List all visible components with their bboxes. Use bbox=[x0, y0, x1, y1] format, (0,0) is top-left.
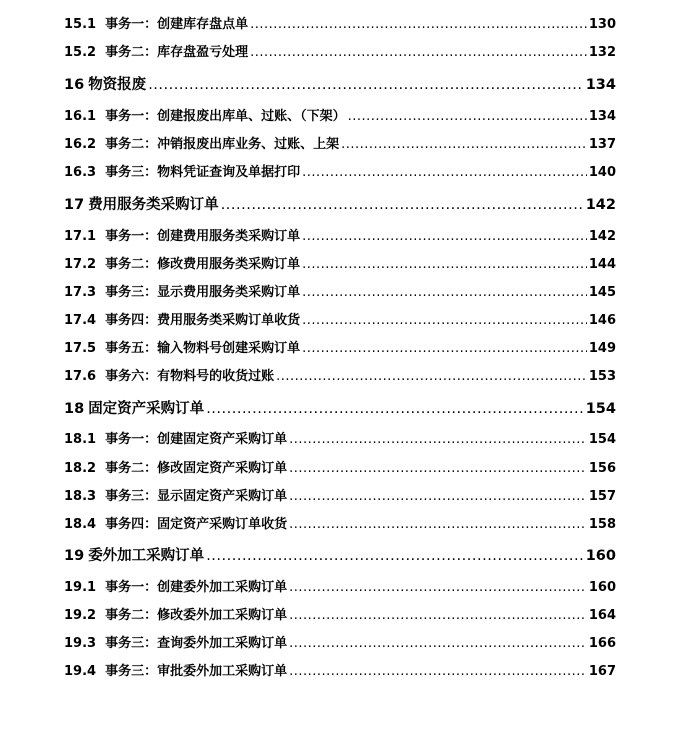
toc-number: 17.5 bbox=[64, 341, 97, 356]
toc-leader-dots bbox=[289, 636, 587, 651]
toc-title: 委外加工采购订单 bbox=[88, 548, 205, 564]
toc-leader-dots bbox=[250, 45, 587, 60]
toc-entry[interactable] bbox=[64, 41, 616, 63]
toc-number: 19 bbox=[64, 548, 85, 564]
toc-entry[interactable] bbox=[64, 13, 616, 35]
toc-number: 19.2 bbox=[64, 608, 97, 623]
toc-chapter-entry[interactable] bbox=[64, 397, 616, 419]
toc-title: 事务一：创建费用服务类采购订单 bbox=[105, 229, 301, 244]
toc-number: 18.1 bbox=[64, 432, 97, 447]
toc-title: 事务三：显示费用服务类采购订单 bbox=[105, 285, 301, 300]
toc-number: 18 bbox=[64, 401, 85, 417]
toc-entry[interactable] bbox=[64, 309, 616, 331]
toc-number: 16 bbox=[64, 77, 85, 93]
toc-number: 18.2 bbox=[64, 461, 97, 476]
toc-number: 17.1 bbox=[64, 229, 97, 244]
toc-chapter-entry[interactable] bbox=[64, 73, 616, 95]
toc-number: 17.2 bbox=[64, 257, 97, 272]
toc-page-number: 157 bbox=[588, 489, 616, 504]
toc-page-number: 164 bbox=[588, 608, 616, 623]
toc-page-number: 130 bbox=[588, 17, 616, 32]
toc-entry[interactable] bbox=[64, 225, 616, 247]
toc-leader-dots bbox=[289, 517, 587, 532]
toc-page-number: 144 bbox=[588, 257, 616, 272]
toc-number: 18.4 bbox=[64, 517, 97, 532]
toc-title: 事务四：固定资产采购订单收货 bbox=[105, 517, 288, 532]
toc-page-number: 154 bbox=[588, 432, 616, 447]
toc-title: 事务一：创建固定资产采购订单 bbox=[105, 432, 288, 447]
toc-entry[interactable] bbox=[64, 660, 616, 682]
toc-leader-dots bbox=[206, 401, 584, 417]
toc-entry[interactable] bbox=[64, 513, 616, 535]
toc-page-number: 134 bbox=[585, 77, 616, 93]
toc-number: 15.2 bbox=[64, 45, 97, 60]
toc-number: 17 bbox=[64, 197, 85, 213]
toc-number: 19.3 bbox=[64, 636, 97, 651]
toc-entry[interactable] bbox=[64, 485, 616, 507]
toc-leader-dots bbox=[148, 77, 584, 93]
toc-leader-dots bbox=[289, 664, 587, 679]
toc-entry[interactable] bbox=[64, 428, 616, 450]
toc-title: 事务三：查询委外加工采购订单 bbox=[105, 636, 288, 651]
toc-title: 事务一：创建委外加工采购订单 bbox=[105, 580, 288, 595]
toc-number: 19.1 bbox=[64, 580, 97, 595]
toc-number: 19.4 bbox=[64, 664, 97, 679]
toc-entry[interactable] bbox=[64, 576, 616, 598]
toc-title: 事务一：创建报废出库单、过账、（下架） bbox=[105, 109, 346, 124]
toc-page-number: 149 bbox=[588, 341, 616, 356]
toc-title: 事务一：创建库存盘点单 bbox=[105, 17, 249, 32]
toc-page-number: 158 bbox=[588, 517, 616, 532]
toc-title: 物资报废 bbox=[88, 77, 147, 93]
toc-leader-dots bbox=[289, 432, 587, 447]
toc-number: 17.3 bbox=[64, 285, 97, 300]
toc-chapter-entry[interactable] bbox=[64, 193, 616, 215]
toc-leader-dots bbox=[302, 229, 587, 244]
toc-page-number: 160 bbox=[585, 548, 616, 564]
toc-page-number: 142 bbox=[585, 197, 616, 213]
toc-leader-dots bbox=[348, 109, 587, 124]
toc-leader-dots bbox=[250, 17, 587, 32]
toc-title: 费用服务类采购订单 bbox=[88, 197, 219, 213]
toc-title: 事务四：费用服务类采购订单收货 bbox=[105, 313, 301, 328]
toc-leader-dots bbox=[302, 341, 587, 356]
toc-number: 17.6 bbox=[64, 369, 97, 384]
toc-entry[interactable] bbox=[64, 337, 616, 359]
toc-entry[interactable] bbox=[64, 253, 616, 275]
toc-page-number: 154 bbox=[585, 401, 616, 417]
toc-entry[interactable] bbox=[64, 632, 616, 654]
toc-leader-dots bbox=[289, 489, 587, 504]
toc-leader-dots bbox=[341, 137, 587, 152]
toc-title: 事务五：输入物料号创建采购订单 bbox=[105, 341, 301, 356]
toc-leader-dots bbox=[276, 369, 587, 384]
toc-page-number: 145 bbox=[588, 285, 616, 300]
toc-entry[interactable] bbox=[64, 281, 616, 303]
toc-chapter-entry[interactable] bbox=[64, 544, 616, 566]
toc-title: 固定资产采购订单 bbox=[88, 401, 205, 417]
toc-page-number: 153 bbox=[588, 369, 616, 384]
toc-entry[interactable] bbox=[64, 457, 616, 479]
toc-title: 事务二：库存盘盈亏处理 bbox=[105, 45, 249, 60]
toc-page-number: 166 bbox=[588, 636, 616, 651]
toc-number: 15.1 bbox=[64, 17, 97, 32]
toc-entry[interactable] bbox=[64, 133, 616, 155]
toc-leader-dots bbox=[289, 608, 587, 623]
toc-title: 事务三：审批委外加工采购订单 bbox=[105, 664, 288, 679]
toc-leader-dots bbox=[221, 197, 584, 213]
toc-page-number: 140 bbox=[588, 165, 616, 180]
toc-number: 16.3 bbox=[64, 165, 97, 180]
toc-title: 事务二：修改费用服务类采购订单 bbox=[105, 257, 301, 272]
toc-page-number: 156 bbox=[588, 461, 616, 476]
toc-leader-dots bbox=[302, 313, 587, 328]
toc-title: 事务三：物料凭证查询及单据打印 bbox=[105, 165, 301, 180]
toc-title: 事务二：冲销报废出库业务、过账、上架 bbox=[105, 137, 340, 152]
toc-page-number: 142 bbox=[588, 229, 616, 244]
toc-page-number: 132 bbox=[588, 45, 616, 60]
toc-page-number: 167 bbox=[588, 664, 616, 679]
toc-leader-dots bbox=[302, 165, 587, 180]
toc-title: 事务六：有物料号的收货过账 bbox=[105, 369, 275, 384]
toc-title: 事务二：修改固定资产采购订单 bbox=[105, 461, 288, 476]
toc-number: 18.3 bbox=[64, 489, 97, 504]
toc-entry[interactable] bbox=[64, 365, 616, 387]
toc-number: 16.2 bbox=[64, 137, 97, 152]
toc-entry[interactable] bbox=[64, 161, 616, 183]
toc-leader-dots bbox=[302, 285, 587, 300]
toc-leader-dots bbox=[289, 461, 587, 476]
toc-page-number: 137 bbox=[588, 137, 616, 152]
toc-leader-dots bbox=[289, 580, 587, 595]
toc-entry[interactable] bbox=[64, 105, 616, 127]
toc-page-number: 146 bbox=[588, 313, 616, 328]
toc-title: 事务二：修改委外加工采购订单 bbox=[105, 608, 288, 623]
toc-entry[interactable] bbox=[64, 604, 616, 626]
toc-title: 事务三：显示固定资产采购订单 bbox=[105, 489, 288, 504]
toc-number: 17.4 bbox=[64, 313, 97, 328]
toc-number: 16.1 bbox=[64, 109, 97, 124]
toc-page-number: 134 bbox=[588, 109, 616, 124]
toc-leader-dots bbox=[206, 548, 584, 564]
toc-leader-dots bbox=[302, 257, 587, 272]
toc-page-number: 160 bbox=[588, 580, 616, 595]
